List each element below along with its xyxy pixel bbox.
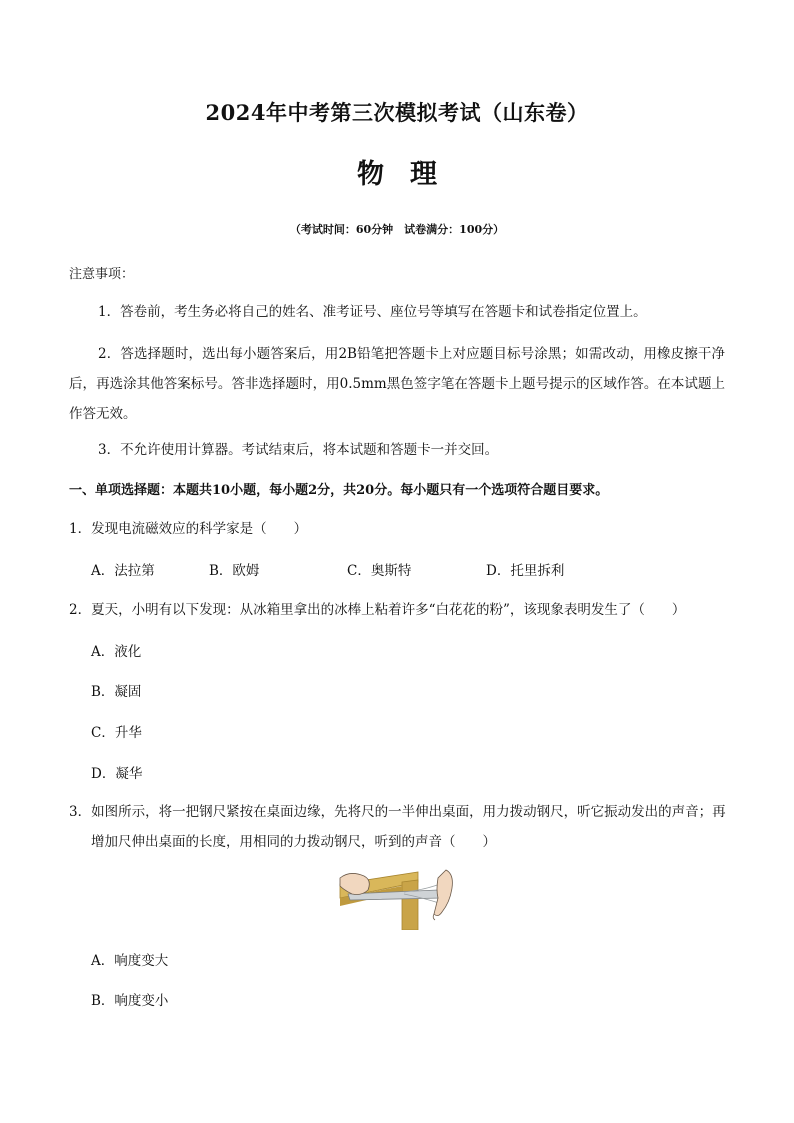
question-text: 2．夏天，小明有以下发现：从冰箱里拿出的冰棒上粘着许多“白花花的粉”，该现象表明发生了（ ） — [69, 602, 686, 618]
section-title: 一、单项选择题：本题共10小题，每小题2分，共20分。每小题只有一个选项符合题目要求。 — [69, 483, 609, 498]
notice-item: 1．答卷前，考生务必将自己的姓名、准考证号、座位号等填写在答题卡和试卷指定位置上。 — [98, 304, 647, 320]
question-text: 1．发现电流磁效应的科学家是（ ） — [69, 521, 308, 537]
question-3 — [69, 797, 729, 857]
option-b: B．响度变小 — [91, 993, 169, 1009]
notice-item: 2．答选择题时，选出每小题答案后，用2B铅笔把答题卡上对应题目标号涂黑；如需改动，用橡皮擦干净后，再选涂其他答案标号。答非选择题时，用0.5mm黑色签字笔在答题卡上题号提示的区域作答。在本试题上作答无效。 — [69, 346, 725, 422]
option-b: B．欧姆 — [209, 563, 260, 579]
option-c: C．奥斯特 — [347, 563, 412, 579]
question-2 — [69, 595, 729, 625]
option-a: A．响度变大 — [91, 953, 169, 969]
exam-info: （考试时间：60分钟 试卷满分：100分） — [289, 223, 505, 236]
option-b: B．凝固 — [91, 684, 142, 700]
notice-heading: 注意事项： — [69, 267, 135, 282]
notice-item: 3．不允许使用计算器。考试结束后，将本试题和答题卡一并交回。 — [98, 442, 499, 458]
exam-title: 2024年中考第三次模拟考试（山东卷） — [205, 100, 589, 125]
plucking-hand-icon — [434, 870, 452, 916]
option-a: A．法拉第 — [91, 563, 155, 579]
ruler-on-table-figure — [338, 868, 458, 930]
subject-title: 物理 — [357, 159, 463, 190]
table-leg — [402, 880, 418, 930]
option-a: A．液化 — [91, 644, 142, 660]
question-1 — [69, 514, 729, 544]
option-d: D．托里拆利 — [486, 563, 565, 579]
option-d: D．凝华 — [91, 766, 143, 782]
question-text: 3．如图所示，将一把钢尺紧按在桌面边缘，先将尺的一半伸出桌面，用力拨动钢尺，听它振动发出的声音；再增加尺伸出桌面的长度，用相同的力拨动钢尺，听到的声音（ ） — [69, 804, 726, 850]
option-c: C．升华 — [91, 725, 142, 741]
